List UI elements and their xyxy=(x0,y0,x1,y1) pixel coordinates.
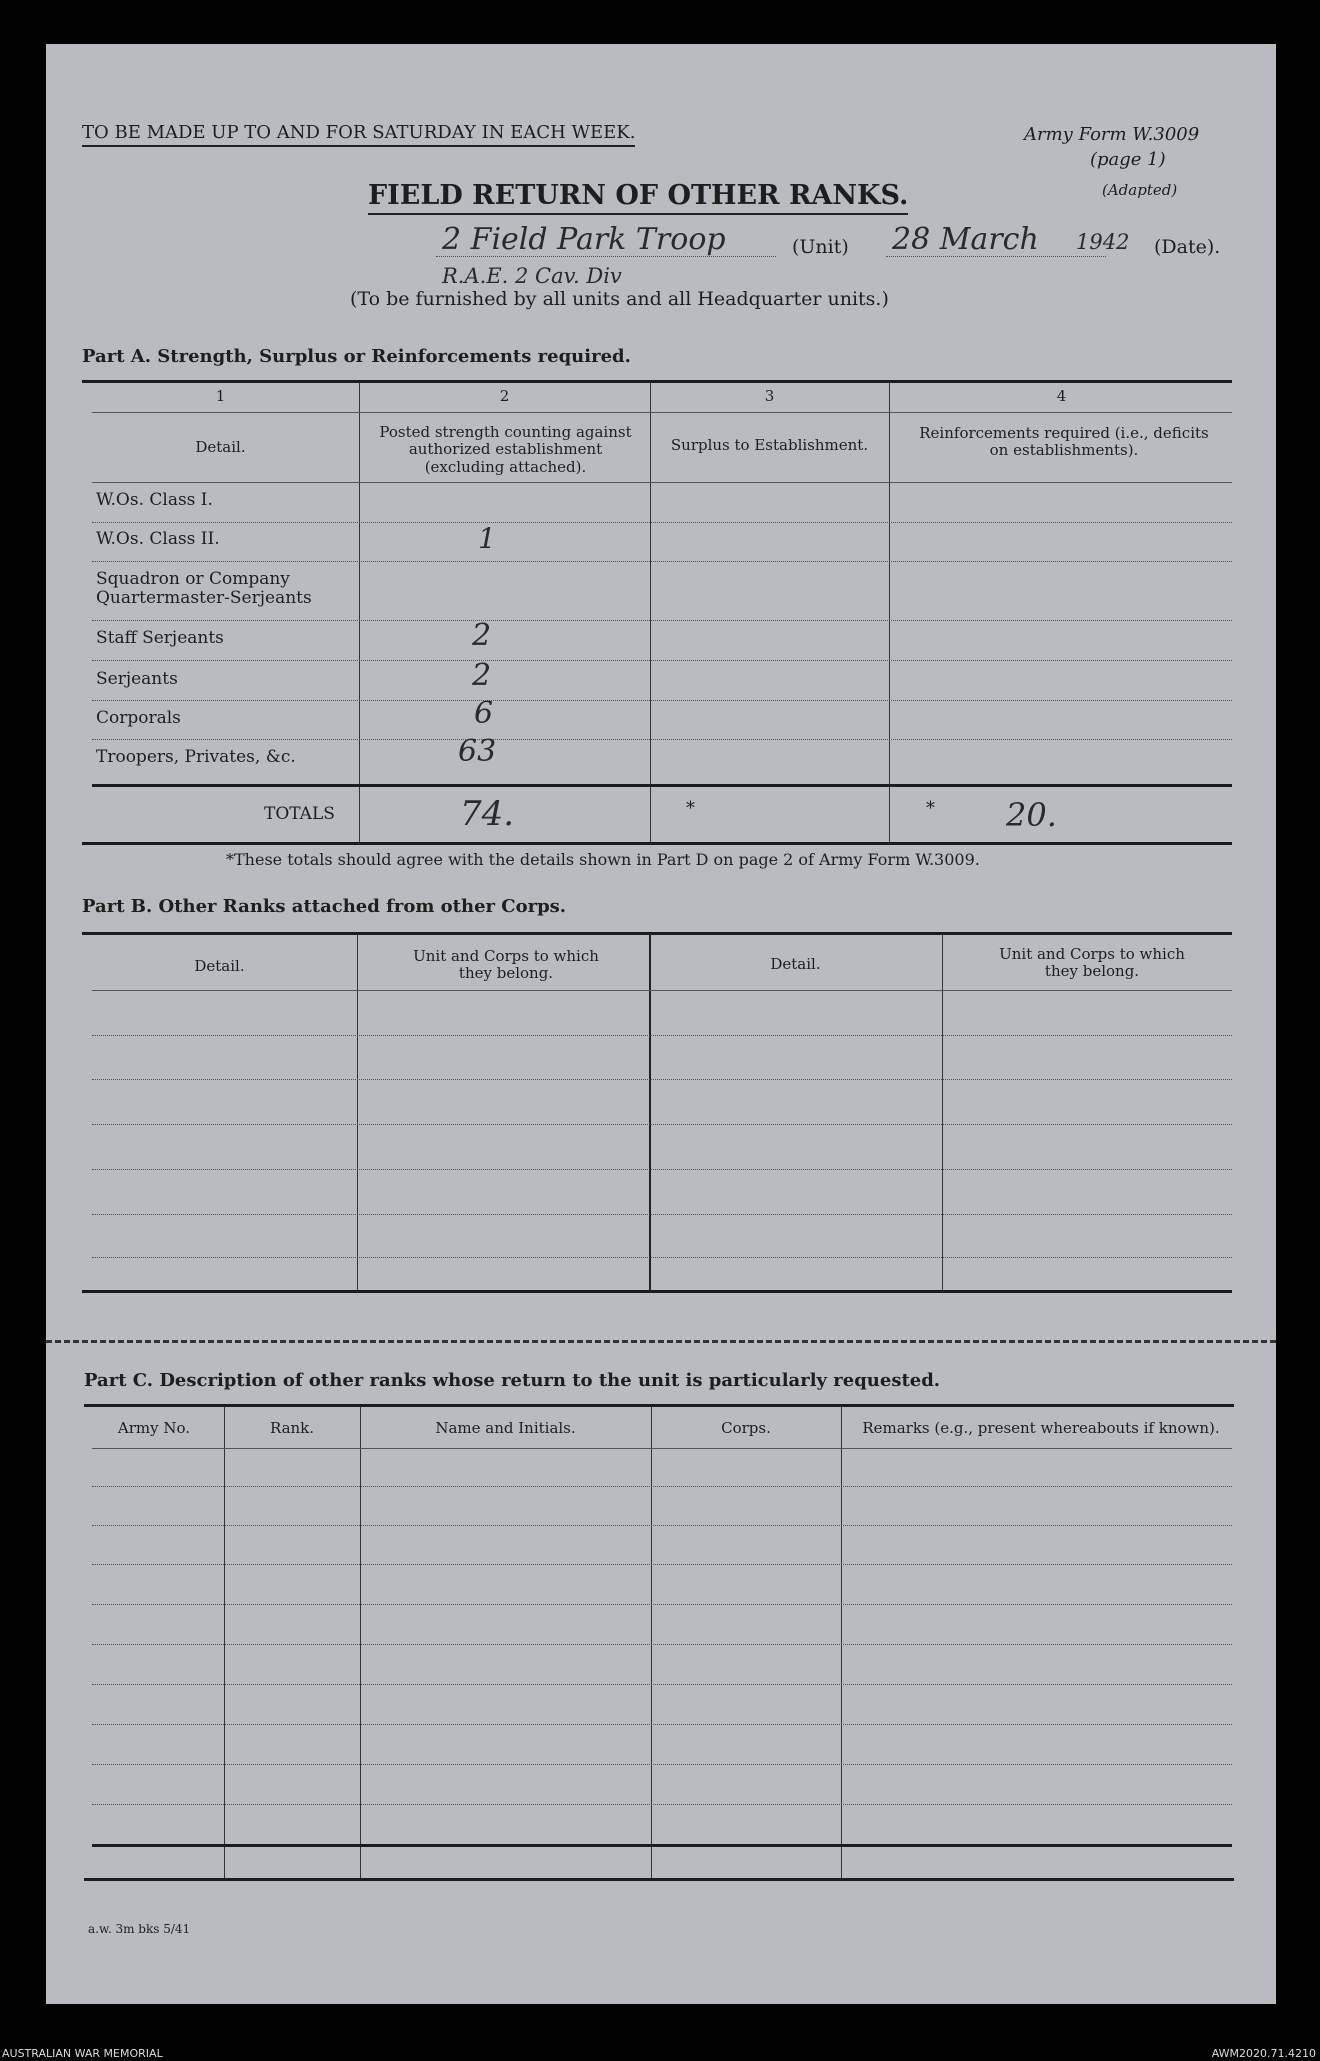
part-c-col-army-no: Army No. xyxy=(117,1419,191,1437)
posted-corporals: 6 xyxy=(474,696,494,731)
adapted-note: (Adapted) xyxy=(1102,181,1178,199)
date-year: 1942 xyxy=(1076,230,1130,254)
unit-handwritten: 2 Field Park Troop xyxy=(442,222,726,257)
col-header-detail: Detail. xyxy=(195,438,246,456)
posted-troopers: 63 xyxy=(458,734,497,769)
part-a-heading: Part A. Strength, Surplus or Reinforcements required. xyxy=(82,346,631,367)
posted-staff-serjeants: 2 xyxy=(472,618,492,653)
part-c-col-remarks: Remarks (e.g., present whereabouts if known). xyxy=(862,1419,1220,1437)
unit-handwritten-2: R.A.E. 2 Cav. Div xyxy=(442,264,622,288)
part-c-col-name: Name and Initials. xyxy=(435,1419,576,1437)
part-c-col-rank: Rank. xyxy=(269,1419,315,1437)
part-a-footnote: *These totals should agree with the details shown in Part D on page 2 of Army Form W.3009. xyxy=(226,850,980,869)
instruction-text: TO BE MADE UP TO AND FOR SATURDAY IN EACH WEEK. xyxy=(82,122,635,147)
unit-label: (Unit) xyxy=(792,236,849,258)
part-b-heading: Part B. Other Ranks attached from other Corps. xyxy=(82,896,567,917)
page-number: (page 1) xyxy=(1090,149,1166,170)
totals-posted: 74. xyxy=(460,794,515,834)
posted-wo-class-2: 1 xyxy=(478,522,496,555)
row-label-wo-class-2: W.Os. Class II. xyxy=(96,529,220,549)
part-c-col-corps: Corps. xyxy=(721,1419,771,1437)
part-b-col-unit-1: Unit and Corps to which they belong. xyxy=(413,947,599,983)
col-number-4: 4 xyxy=(1056,387,1067,405)
posted-serjeants: 2 xyxy=(472,658,492,693)
form-title: FIELD RETURN OF OTHER RANKS. xyxy=(368,180,908,215)
footer-right: AWM2020.71.4210 xyxy=(1211,2047,1316,2060)
row-label-wo-class-1: W.Os. Class I. xyxy=(96,490,213,510)
footer-left: AUSTRALIAN WAR MEMORIAL xyxy=(2,2047,163,2060)
col-number-2: 2 xyxy=(499,387,510,405)
totals-reinforcements: 20. xyxy=(1006,796,1057,834)
col-number-3: 3 xyxy=(764,387,775,405)
row-label-staff-serjeants: Staff Serjeants xyxy=(96,628,224,648)
part-c-heading: Part C. Description of other ranks whose return to the unit is particularly requested. xyxy=(84,1370,941,1391)
col-number-1: 1 xyxy=(215,387,226,405)
col-header-posted: Posted strength counting against authorized establishment (excluding attached). xyxy=(379,423,632,476)
archive-footer xyxy=(0,2047,1320,2061)
date-handwritten: 28 March xyxy=(892,222,1039,257)
row-label-corporals: Corporals xyxy=(96,708,181,728)
part-b-col-unit-2: Unit and Corps to which they belong. xyxy=(999,945,1185,981)
col-header-surplus: Surplus to Establishment. xyxy=(670,436,869,454)
furnish-note: (To be furnished by all units and all Headquarter units.) xyxy=(350,288,889,310)
part-b-col-detail-2: Detail. xyxy=(770,955,821,973)
part-b-col-detail-1: Detail. xyxy=(194,957,245,975)
totals-label: TOTALS xyxy=(264,804,335,824)
form-paper xyxy=(46,44,1276,2004)
print-code: a.w. 3m bks 5/41 xyxy=(88,1922,191,1936)
date-label: (Date). xyxy=(1154,236,1221,258)
form-id: Army Form W.3009 xyxy=(1024,124,1200,145)
row-label-serjeants: Serjeants xyxy=(96,669,178,689)
row-label-troopers: Troopers, Privates, &c. xyxy=(96,747,296,767)
row-label-qms: Squadron or Company Quartermaster-Serjeants xyxy=(96,569,312,608)
col-header-reinforcements: Reinforcements required (i.e., deficits on establishments). xyxy=(919,424,1209,460)
totals-surplus-mark: * xyxy=(686,798,695,819)
totals-reinf-mark: * xyxy=(926,798,935,819)
